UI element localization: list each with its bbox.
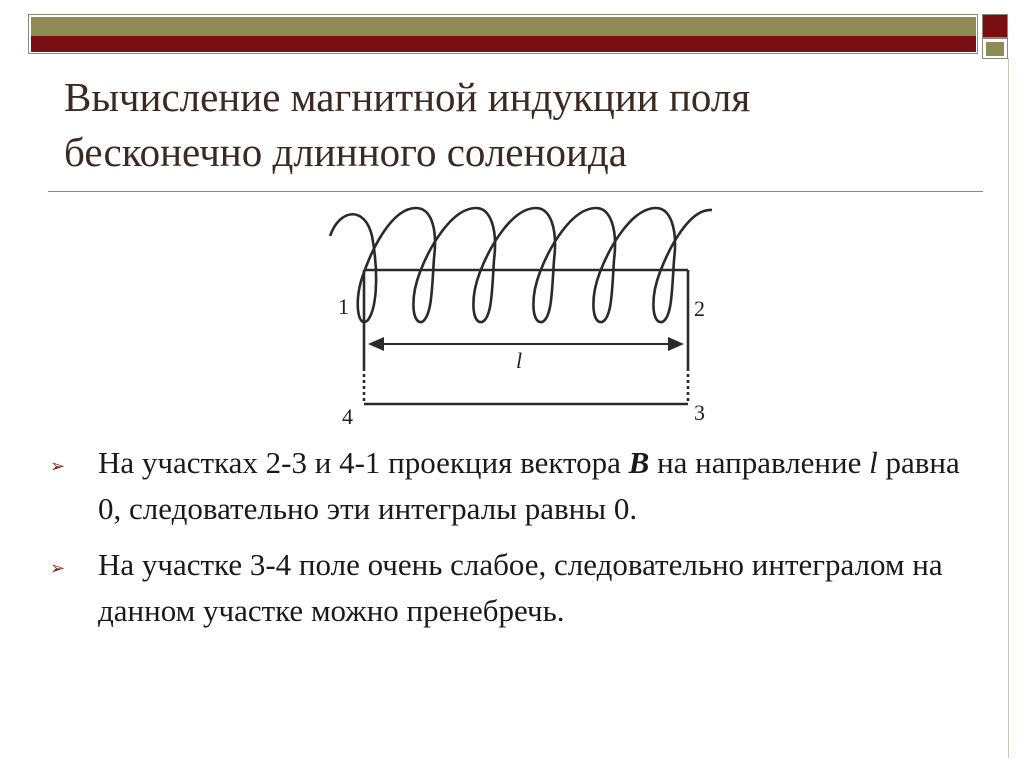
right-edge-line — [1008, 58, 1009, 758]
point-label-4: 4 — [342, 404, 353, 429]
bullet-1-text-c: равна 0, следовательно эти интегралы равны 0. — [98, 445, 960, 526]
slide-title — [64, 70, 964, 180]
point-label-2: 2 — [694, 296, 705, 321]
title-divider — [48, 191, 983, 192]
point-label-1: 1 — [338, 294, 349, 319]
bullet-1-text-a: На участках 2-3 и 4-1 проекция вектора — [98, 445, 629, 480]
bullet-item-1 — [48, 440, 988, 532]
top-bar-olive-strip — [31, 17, 976, 36]
chevron-right-icon: ➢ — [50, 456, 66, 477]
corner-square-olive — [986, 42, 1004, 56]
slide-title-line-1: Вычисление магнитной индукции поля — [64, 74, 751, 120]
chevron-right-icon: ➢ — [50, 558, 66, 579]
point-label-3: 3 — [694, 400, 705, 425]
bullet-item-2 — [48, 542, 988, 634]
bullet-1-text-b: на направление — [649, 445, 870, 480]
solenoid-coil — [330, 208, 712, 322]
bullet-list — [48, 440, 988, 644]
bullet-1-vector-b: B — [628, 445, 650, 480]
top-bar-maroon-strip — [31, 36, 976, 52]
slide-title-line-2: бесконечно длинного соленоида — [64, 129, 627, 175]
corner-square-maroon — [982, 14, 1008, 38]
bullet-1-direction-l: l — [869, 445, 878, 480]
bullet-2-text: На участке 3-4 поле очень слабое, следовательно интегралом на данном участке можно пренебречь. — [98, 547, 943, 628]
solenoid-diagram — [320, 198, 720, 433]
length-arrow-left-head — [368, 337, 384, 351]
length-label: l — [516, 348, 523, 373]
length-arrow-right-head — [668, 337, 684, 351]
